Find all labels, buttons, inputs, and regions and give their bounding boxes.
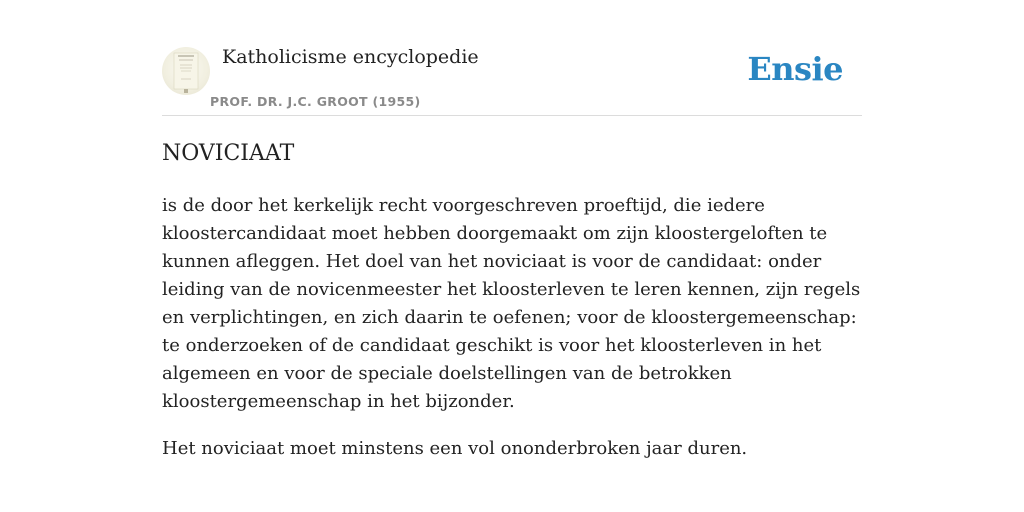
ensie-logo[interactable]: Ensie xyxy=(747,50,843,88)
book-title[interactable]: Katholicisme encyclopedie xyxy=(222,46,479,68)
page-header xyxy=(162,0,862,116)
entry-content xyxy=(162,192,862,482)
entry-title: NOVICIAAT xyxy=(162,141,295,166)
author-label: PROF. DR. J.C. GROOT (1955) xyxy=(210,94,421,109)
entry-paragraph: is de door het kerkelijk recht voorgeschreven proeftijd, die iedere kloostercandidaat moet hebben doorgemaakt om zijn kloostergeloften te kunnen afleggen. Het doel van het noviciaat is voor de candidaat: onder leiding van de novicenmeester het kloosterleven te leren kennen, zijn regels en verplichtingen, en zich daarin te oefenen; voor de kloostergemeenschap: te onderzoeken of de candidaat geschikt is voor het kloosterleven in het algemeen en voor de speciale doelstellingen van de betrokken kloostergemeenschap in het bijzonder. xyxy=(162,195,861,412)
book-cover-icon-graphic xyxy=(162,47,210,95)
entry-paragraph: Het noviciaat moet minstens een vol ononderbroken jaar duren. xyxy=(162,438,748,459)
book-cover-icon[interactable] xyxy=(162,47,210,95)
page-container xyxy=(162,0,862,459)
